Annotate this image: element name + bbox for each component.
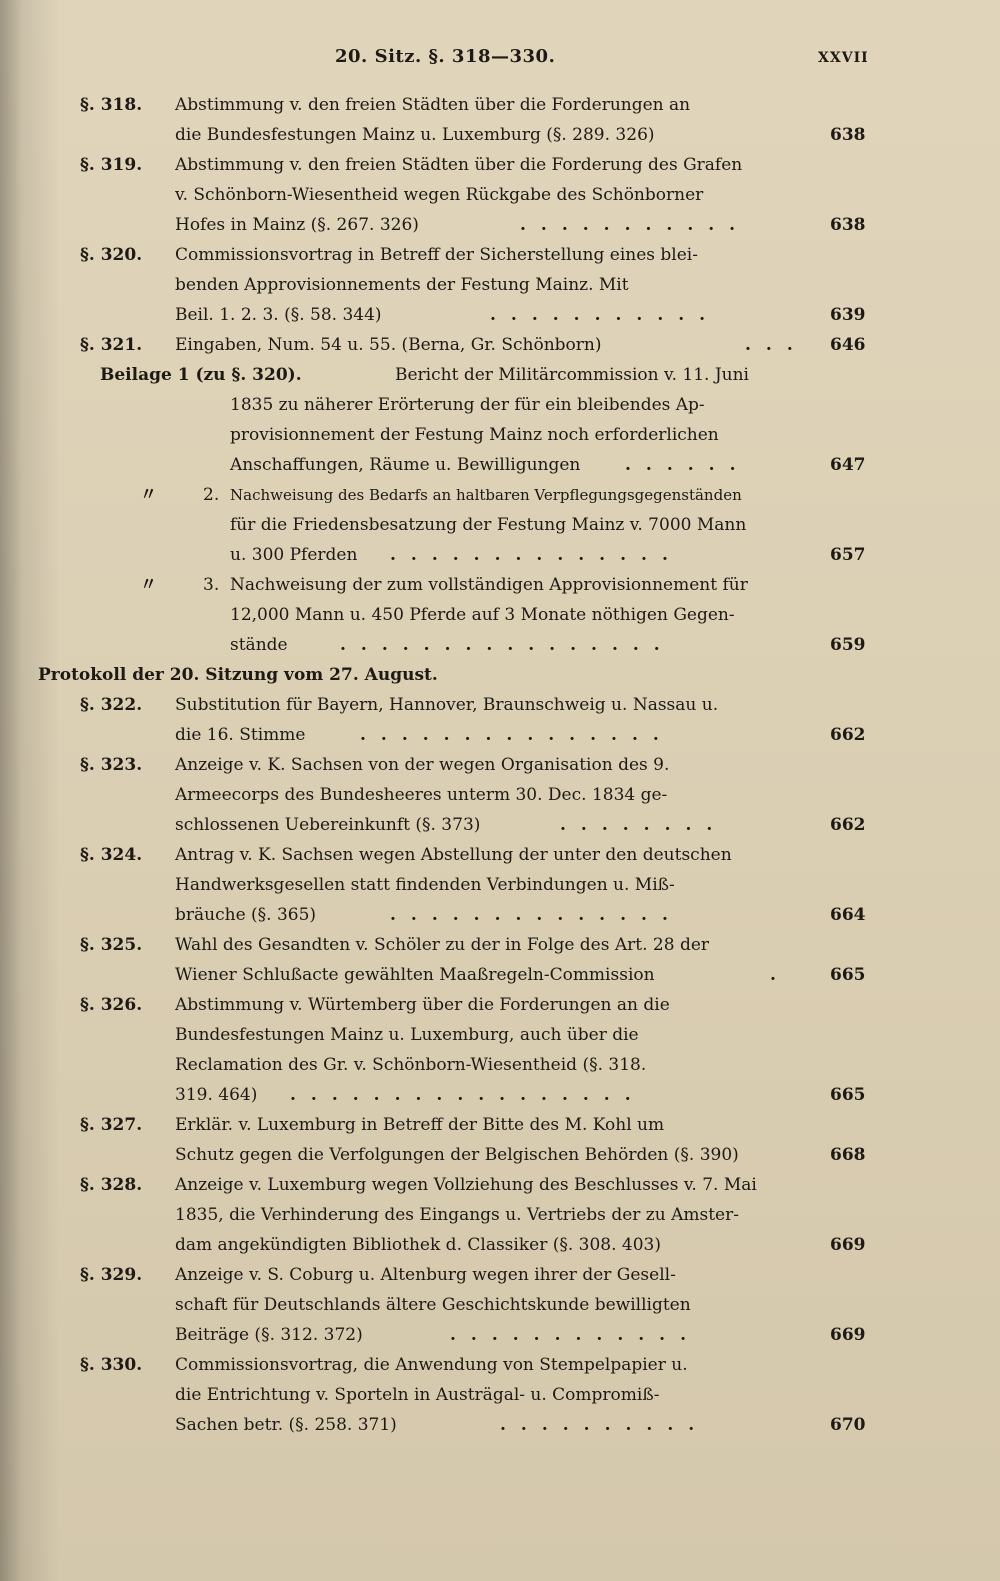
entry-text: Commissionsvortrag, die Anwendung von Stempelpapier u.	[175, 1355, 688, 1375]
entry-text: provisionnement der Festung Mainz noch erforderlichen	[230, 425, 719, 445]
entry-text: Substitution für Bayern, Hannover, Braunschweig u. Nassau u.	[175, 695, 719, 715]
page-reference: 669	[830, 1325, 866, 1345]
entry-text: schaft für Deutschlands ältere Geschichtskunde bewilligten	[175, 1295, 691, 1315]
entry-text: Anschaffungen, Räume u. Bewilligungen	[230, 455, 581, 475]
entry-text: benden Approvisionnements der Festung Mainz. Mit	[175, 275, 629, 295]
toc-line	[0, 1110, 1000, 1140]
entry-text: bräuche (§. 365)	[175, 905, 317, 925]
toc-line	[0, 300, 1000, 330]
entry-text: Armeecorps des Bundesheeres unterm 30. Dec. 1834 ge-	[175, 785, 668, 805]
toc-line	[0, 1380, 1000, 1410]
paragraph-number: §. 323.	[80, 755, 143, 775]
entry-text: Abstimmung v. den freien Städten über die Forderung des Grafen	[175, 155, 743, 175]
toc-line	[0, 1200, 1000, 1230]
page-reference: 668	[830, 1145, 866, 1165]
entry-text: dam angekündigten Bibliothek d. Classiker (§. 308. 403)	[175, 1235, 662, 1255]
page-reference: 659	[830, 635, 866, 655]
toc-line	[0, 1320, 1000, 1350]
page-reference: 665	[830, 1085, 866, 1105]
toc-line	[0, 1290, 1000, 1320]
beilage-number: 3.	[203, 575, 220, 595]
beilage-label: Beilage 1 (zu §. 320).	[100, 365, 302, 385]
entry-text: Antrag v. K. Sachsen wegen Abstellung der unter den deutschen	[175, 845, 732, 865]
entry-text: die Bundesfestungen Mainz u. Luxemburg (§. 289. 326)	[175, 125, 655, 145]
toc-line	[0, 420, 1000, 450]
page-reference: 646	[830, 335, 866, 355]
leader-dots: ................	[340, 635, 675, 655]
toc-line	[0, 870, 1000, 900]
toc-line	[0, 720, 1000, 750]
leader-dots: ........	[560, 815, 728, 835]
leader-dots: ......	[625, 455, 751, 475]
toc-line	[0, 480, 1000, 510]
toc-line	[0, 150, 1000, 180]
toc-line	[0, 810, 1000, 840]
toc-line	[0, 660, 1000, 690]
paragraph-number: §. 325.	[80, 935, 143, 955]
leader-dots: ..............	[390, 905, 683, 925]
paragraph-number: §. 327.	[80, 1115, 143, 1135]
entry-text: Nachweisung der zum vollständigen Approvisionnement für	[230, 575, 748, 595]
toc-line	[0, 1170, 1000, 1200]
entry-text: Reclamation des Gr. v. Schönborn-Wiesentheid (§. 318.	[175, 1055, 647, 1075]
toc-line	[0, 180, 1000, 210]
entry-text: Hofes in Mainz (§. 267. 326)	[175, 215, 419, 235]
running-title: 20. Sitz. §. 318—330.	[335, 46, 556, 67]
entry-text: Abstimmung v. den freien Städten über die Forderungen an	[175, 95, 691, 115]
entry-text: 1835 zu näherer Erörterung der für ein bleibendes Ap-	[230, 395, 705, 415]
leader-dots: .	[770, 965, 791, 985]
page-reference: 664	[830, 905, 866, 925]
page-reference: 657	[830, 545, 866, 565]
page-reference: 669	[830, 1235, 866, 1255]
entry-text: Bundesfestungen Mainz u. Luxemburg, auch über die	[175, 1025, 639, 1045]
entry-text: Anzeige v. K. Sachsen von der wegen Organisation des 9.	[175, 755, 670, 775]
paragraph-number: §. 328.	[80, 1175, 143, 1195]
toc-line	[0, 90, 1000, 120]
toc-line	[0, 780, 1000, 810]
entry-text: die 16. Stimme	[175, 725, 306, 745]
entry-text: 1835, die Verhinderung des Eingangs u. Vertriebs der zu Amster-	[175, 1205, 739, 1225]
toc-line	[0, 1350, 1000, 1380]
leader-dots: ...............	[360, 725, 674, 745]
paragraph-number: §. 324.	[80, 845, 143, 865]
entry-text: Anzeige v. Luxemburg wegen Vollziehung des Beschlusses v. 7. Mai	[175, 1175, 757, 1195]
leader-dots: ............	[450, 1325, 702, 1345]
ditto-mark: 〃	[140, 485, 157, 505]
toc-line	[0, 1260, 1000, 1290]
leader-dots: ...........	[520, 215, 751, 235]
toc-line	[0, 330, 1000, 360]
entry-text: Schutz gegen die Verfolgungen der Belgischen Behörden (§. 390)	[175, 1145, 739, 1165]
page-number: XXVII	[818, 50, 869, 66]
leader-dots: ..............	[390, 545, 683, 565]
toc-line	[0, 540, 1000, 570]
entry-text: Handwerksgesellen statt findenden Verbindungen u. Miß-	[175, 875, 675, 895]
toc-line	[0, 120, 1000, 150]
toc-line	[0, 240, 1000, 270]
page-reference: 638	[830, 125, 866, 145]
entry-text: Wiener Schlußacte gewählten Maaßregeln-Commission	[175, 965, 655, 985]
toc-line	[0, 840, 1000, 870]
paragraph-number: §. 326.	[80, 995, 143, 1015]
page-header	[0, 46, 1000, 76]
entry-text: Erklär. v. Luxemburg in Betreff der Bitte des M. Kohl um	[175, 1115, 665, 1135]
toc-line	[0, 270, 1000, 300]
entry-text: Beil. 1. 2. 3. (§. 58. 344)	[175, 305, 382, 325]
entry-text: Anzeige v. S. Coburg u. Altenburg wegen ihrer der Gesell-	[175, 1265, 676, 1285]
page-reference: 665	[830, 965, 866, 985]
toc-line	[0, 1230, 1000, 1260]
leader-dots: ...	[745, 335, 808, 355]
entry-text: v. Schönborn-Wiesentheid wegen Rückgabe des Schönborner	[175, 185, 704, 205]
toc-line	[0, 1080, 1000, 1110]
toc-line	[0, 960, 1000, 990]
toc-line	[0, 1410, 1000, 1440]
entry-text: Abstimmung v. Würtemberg über die Forderungen an die	[175, 995, 670, 1015]
ditto-mark: 〃	[140, 575, 157, 595]
toc-line	[0, 1050, 1000, 1080]
paragraph-number: §. 322.	[80, 695, 143, 715]
toc-line	[0, 210, 1000, 240]
toc-line	[0, 510, 1000, 540]
entry-text: Sachen betr. (§. 258. 371)	[175, 1415, 397, 1435]
page-reference: 638	[830, 215, 866, 235]
page-reference: 647	[830, 455, 866, 475]
entry-text: Bericht der Militärcommission v. 11. Juni	[395, 365, 749, 385]
toc-line	[0, 750, 1000, 780]
beilage-number: 2.	[203, 485, 220, 505]
paragraph-number: §. 329.	[80, 1265, 143, 1285]
paragraph-number: §. 318.	[80, 95, 143, 115]
toc-line	[0, 450, 1000, 480]
entry-text: u. 300 Pferden	[230, 545, 358, 565]
page-reference: 662	[830, 725, 866, 745]
entry-text: 319. 464)	[175, 1085, 258, 1105]
leader-dots: .................	[290, 1085, 646, 1105]
toc-line	[0, 1140, 1000, 1170]
toc-line	[0, 570, 1000, 600]
entry-text: Eingaben, Num. 54 u. 55. (Berna, Gr. Schönborn)	[175, 335, 602, 355]
leader-dots: ...........	[490, 305, 721, 325]
toc-line	[0, 360, 1000, 390]
entry-text: schlossenen Uebereinkunft (§. 373)	[175, 815, 481, 835]
paragraph-number: §. 330.	[80, 1355, 143, 1375]
entry-text: Wahl des Gesandten v. Schöler zu der in Folge des Art. 28 der	[175, 935, 710, 955]
toc-line	[0, 390, 1000, 420]
entry-text: Nachweisung des Bedarfs an haltbaren Verpflegungsgegenständen	[230, 486, 742, 504]
page-reference: 670	[830, 1415, 866, 1435]
toc-line	[0, 990, 1000, 1020]
entry-text: 12,000 Mann u. 450 Pferde auf 3 Monate nöthigen Gegen-	[230, 605, 735, 625]
entry-text: die Entrichtung v. Sporteln in Austrägal- u. Compromiß-	[175, 1385, 660, 1405]
toc-line	[0, 690, 1000, 720]
protocol-heading: Protokoll der 20. Sitzung vom 27. August.	[38, 665, 438, 685]
entry-text: für die Friedensbesatzung der Festung Mainz v. 7000 Mann	[230, 515, 747, 535]
entry-text: stände	[230, 635, 288, 655]
entry-text: Beiträge (§. 312. 372)	[175, 1325, 363, 1345]
page-reference: 639	[830, 305, 866, 325]
entry-text: Commissionsvortrag in Betreff der Sicherstellung eines blei-	[175, 245, 698, 265]
toc-line	[0, 1020, 1000, 1050]
toc-line	[0, 600, 1000, 630]
toc-line	[0, 930, 1000, 960]
page-reference: 662	[830, 815, 866, 835]
paragraph-number: §. 319.	[80, 155, 143, 175]
toc-line	[0, 900, 1000, 930]
toc-line	[0, 630, 1000, 660]
paragraph-number: §. 321.	[80, 335, 143, 355]
paragraph-number: §. 320.	[80, 245, 143, 265]
leader-dots: ..........	[500, 1415, 710, 1435]
